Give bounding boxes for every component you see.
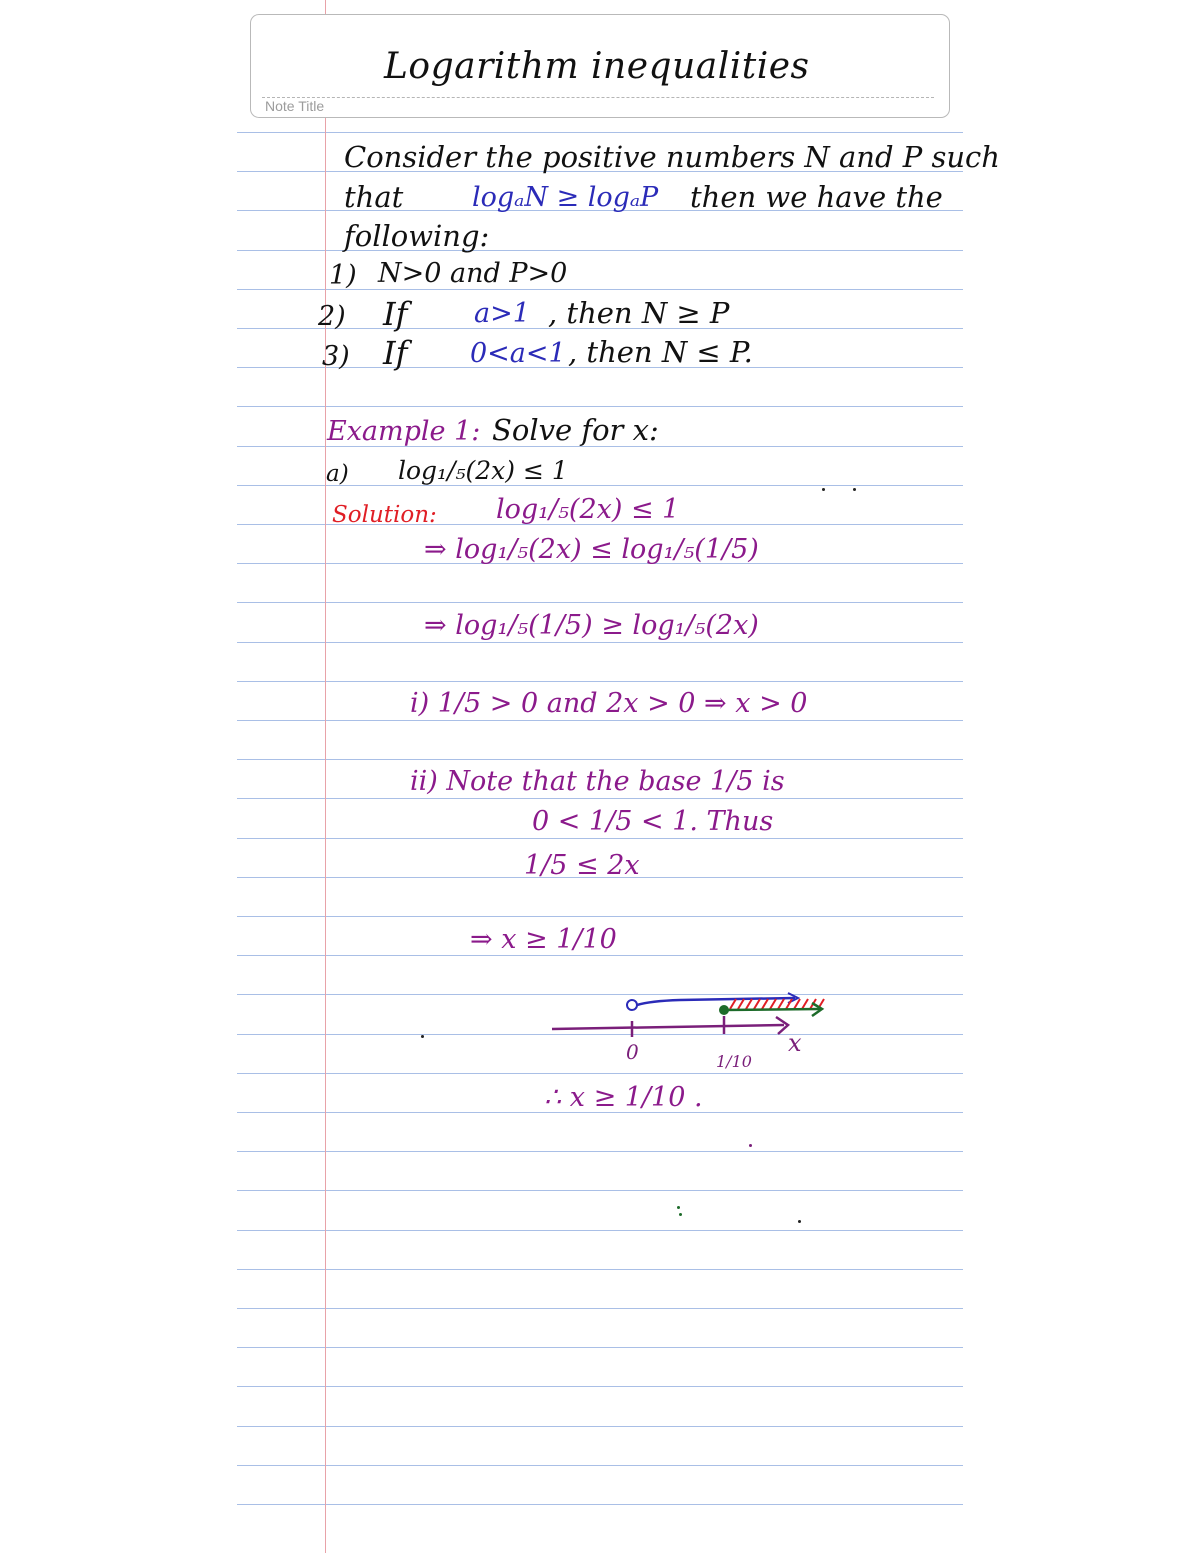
- rule-line: [237, 838, 963, 839]
- rule-line: [237, 1269, 963, 1270]
- example-heading: Example 1:: [327, 416, 481, 447]
- rule-2-math: a>1: [474, 298, 530, 329]
- rule-line: [237, 798, 963, 799]
- margin-line: [325, 0, 326, 1553]
- open-endpoint-marker: [627, 1000, 637, 1010]
- stray-mark: [749, 1144, 752, 1147]
- example-instruction: Solve for x:: [492, 413, 659, 447]
- stray-mark: [679, 1213, 682, 1216]
- rule-3-math: 0<a<1: [470, 338, 566, 369]
- rule-line: [237, 759, 963, 760]
- rule-1-number: 1): [329, 260, 357, 291]
- conclusion: ∴ x ≥ 1/10 .: [544, 1082, 703, 1113]
- rule-line: [237, 1426, 963, 1427]
- tick-label-1-10: 1/10: [716, 1052, 752, 1071]
- number-line-diagram: [540, 985, 840, 1085]
- rule-line: [237, 1465, 963, 1466]
- solution-step-6: 0 < 1/5 < 1. Thus: [532, 806, 774, 837]
- example-problem: log₁/₅(2x) ≤ 1: [398, 456, 568, 485]
- solution-step-7: 1/5 ≤ 2x: [524, 850, 640, 881]
- stray-mark: [853, 488, 856, 491]
- open-ray: [637, 998, 795, 1005]
- solution-step-8: ⇒ x ≥ 1/10: [470, 924, 617, 955]
- intro-line-2-end: then we have the: [690, 180, 943, 214]
- rule-line: [237, 132, 963, 133]
- title-divider: [262, 97, 934, 98]
- rule-line: [237, 1190, 963, 1191]
- rule-line: [237, 681, 963, 682]
- example-part-label: a): [326, 461, 349, 487]
- number-line-axis: [552, 1025, 784, 1029]
- intro-line-2-start: that: [344, 180, 404, 214]
- solution-label: Solution:: [332, 502, 437, 528]
- solution-hatching: [730, 999, 824, 1009]
- rule-line: [237, 1504, 963, 1505]
- rule-line: [237, 720, 963, 721]
- rule-2-number: 2): [318, 301, 346, 332]
- rule-line: [237, 1230, 963, 1231]
- note-title-label: Note Title: [265, 98, 325, 114]
- intro-line-1: Consider the positive numbers N and P such: [344, 140, 1000, 174]
- intro-line-2-math: logₐN ≥ logₐP: [472, 182, 659, 213]
- closed-ray: [724, 1009, 820, 1010]
- solution-step-1: log₁/₅(2x) ≤ 1: [496, 494, 680, 525]
- solution-step-5: ii) Note that the base 1/5 is: [410, 766, 785, 797]
- stray-mark: [822, 488, 825, 491]
- rule-2-condition: If: [383, 295, 408, 333]
- rule-line: [237, 406, 963, 407]
- stray-mark: [677, 1206, 680, 1209]
- rule-line: [237, 642, 963, 643]
- tick-label-0: 0: [626, 1040, 639, 1064]
- axis-label: x: [788, 1029, 802, 1057]
- rule-3-text: , then N ≤ P.: [568, 335, 753, 369]
- rule-2-text: , then N ≥ P: [548, 296, 730, 330]
- rule-line: [237, 1347, 963, 1348]
- rule-3-number: 3): [322, 341, 350, 372]
- intro-line-3: following:: [344, 219, 490, 253]
- page-title: Logarithm inequalities: [384, 46, 810, 87]
- rule-line: [237, 1308, 963, 1309]
- rule-3-condition: If: [383, 334, 408, 372]
- stray-mark: [421, 1035, 424, 1038]
- rule-1-text: N>0 and P>0: [378, 258, 568, 289]
- solution-step-4: i) 1/5 > 0 and 2x > 0 ⇒ x > 0: [410, 688, 808, 719]
- stray-mark: [798, 1220, 801, 1223]
- solution-step-2: ⇒ log₁/₅(2x) ≤ log₁/₅(1/5): [424, 534, 759, 565]
- rule-line: [237, 1151, 963, 1152]
- rule-line: [237, 1386, 963, 1387]
- rule-line: [237, 916, 963, 917]
- rule-line: [237, 602, 963, 603]
- solution-step-3: ⇒ log₁/₅(1/5) ≥ log₁/₅(2x): [424, 610, 759, 641]
- rule-line: [237, 955, 963, 956]
